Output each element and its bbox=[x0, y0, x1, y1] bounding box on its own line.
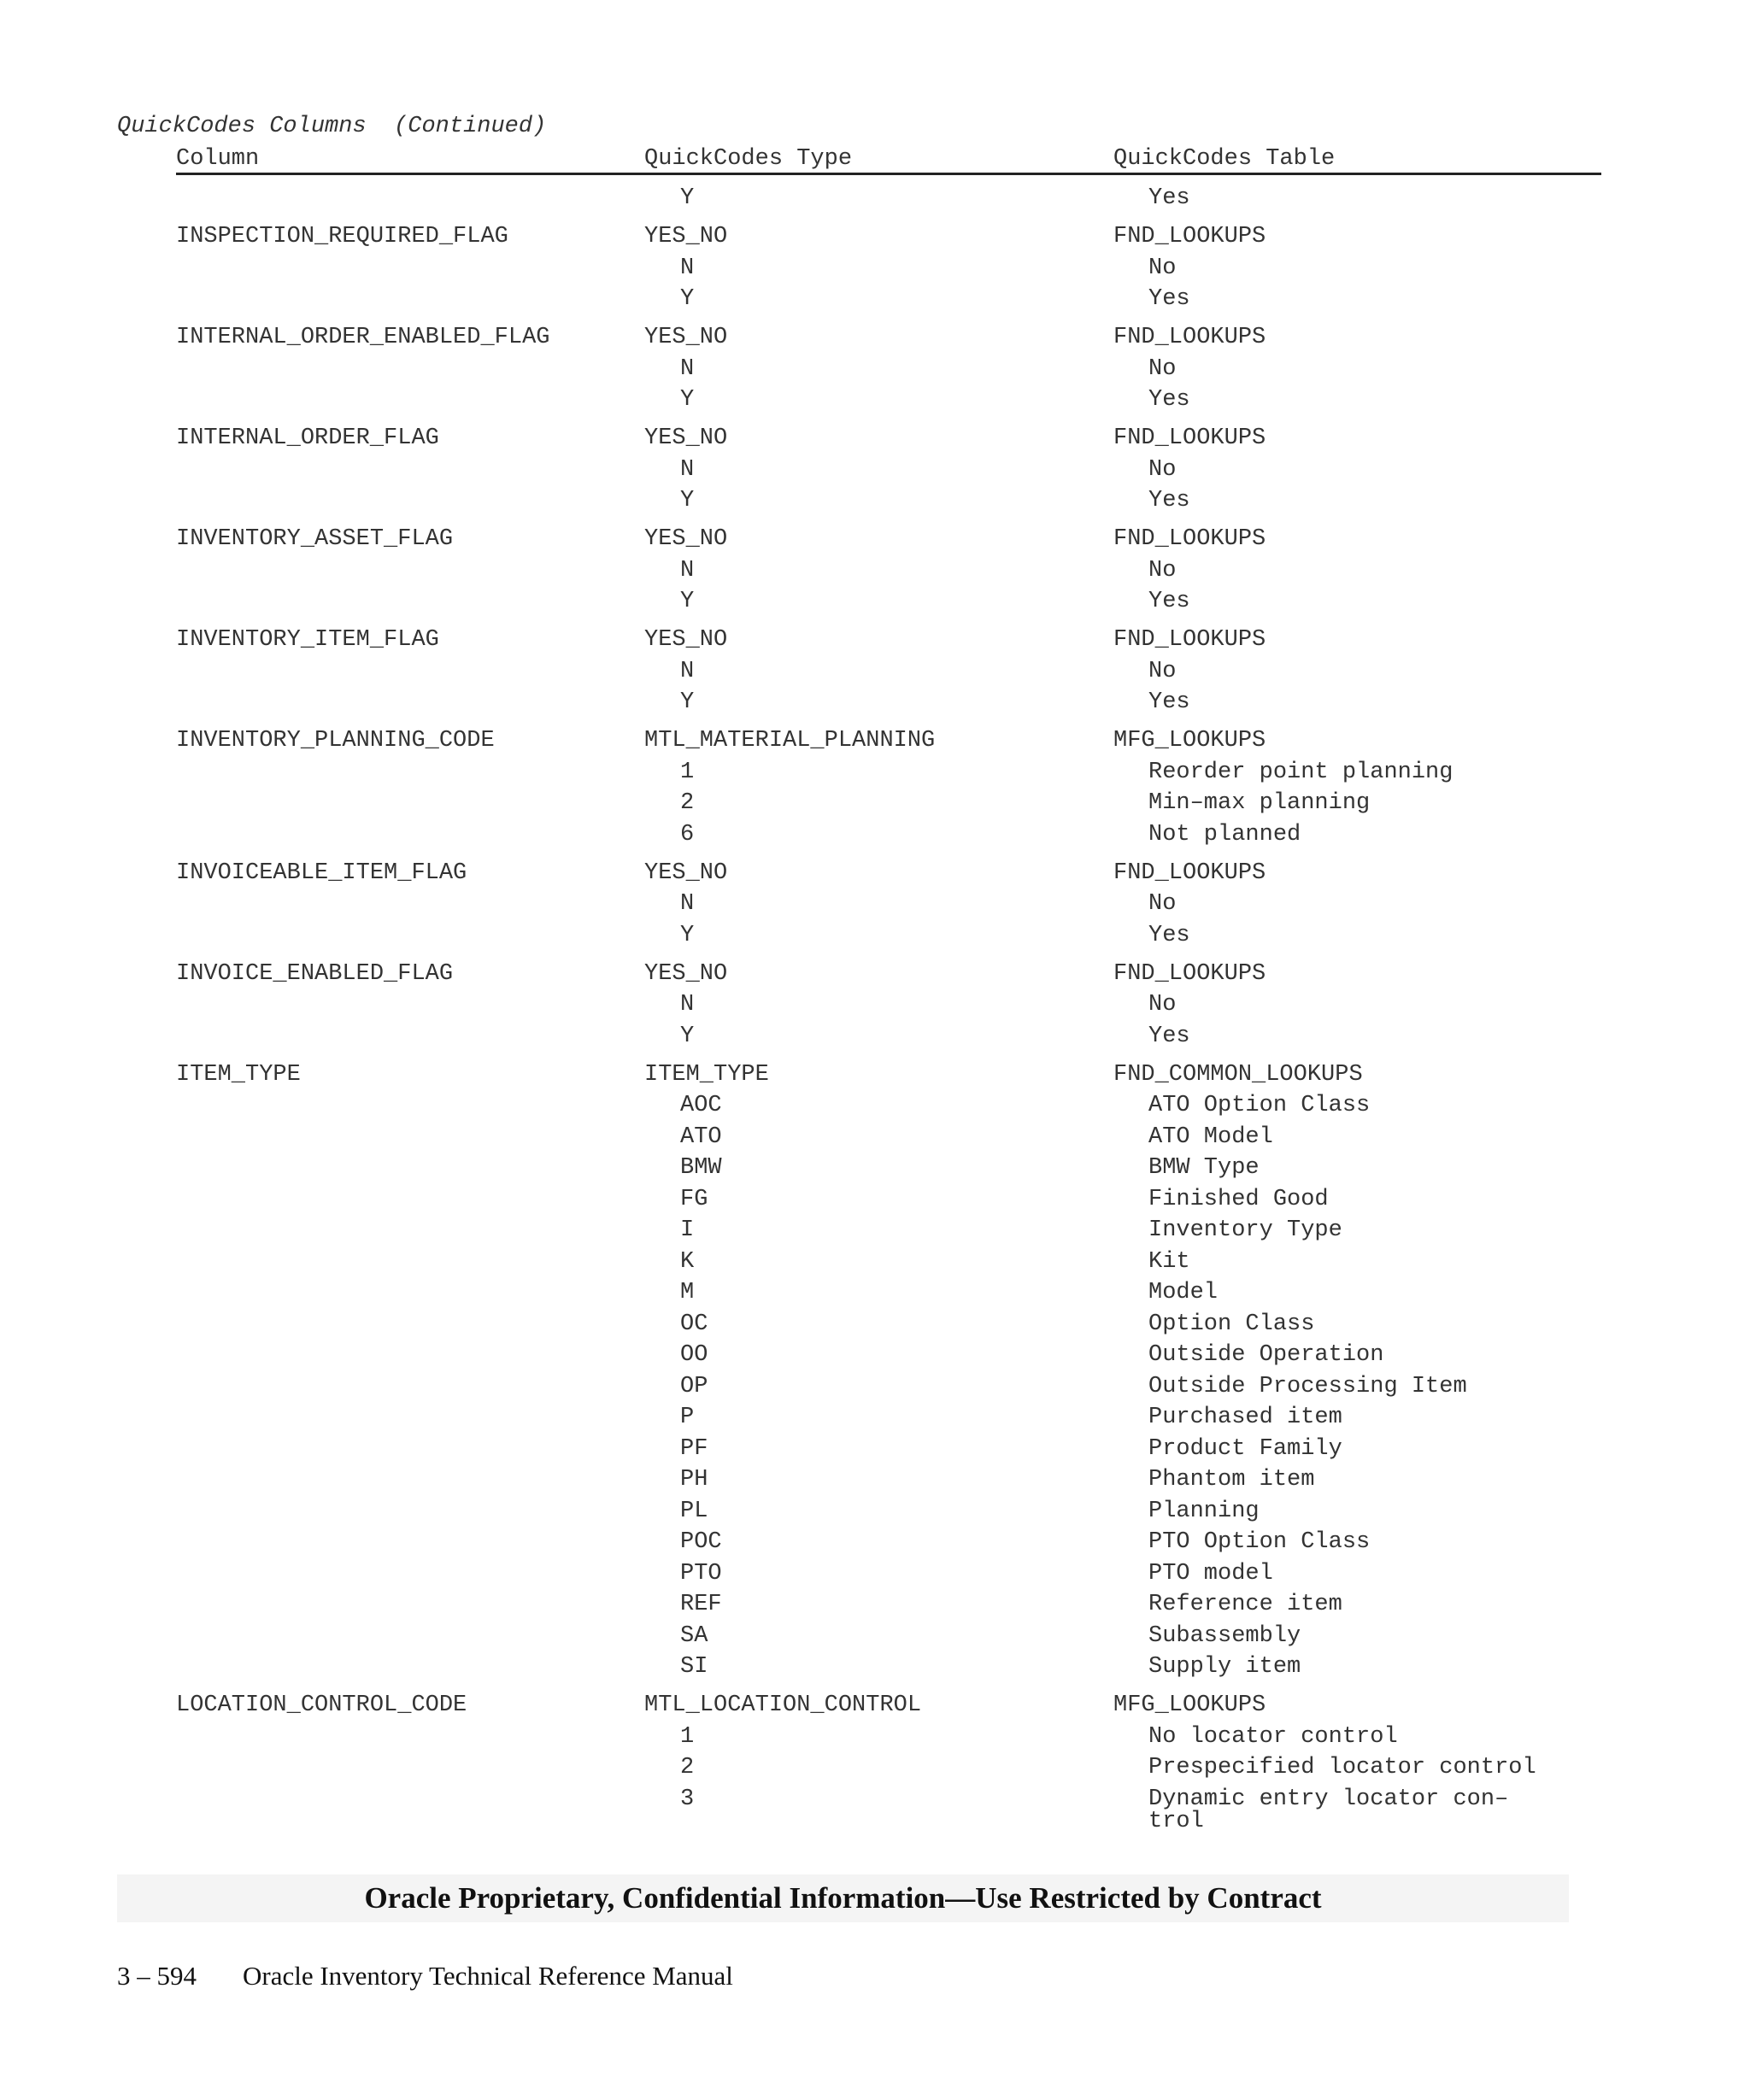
column-name: INVENTORY_PLANNING_CODE bbox=[176, 728, 495, 754]
quickcodes-type: MTL_LOCATION_CONTROL bbox=[644, 1692, 922, 1718]
lookup-meaning: Planning bbox=[1148, 1498, 1260, 1524]
manual-title: Oracle Inventory Technical Reference Manual bbox=[243, 1961, 733, 1991]
lookup-value-row bbox=[176, 1309, 1601, 1340]
lookup-value-row bbox=[176, 253, 1601, 284]
quickcodes-type: ITEM_TYPE bbox=[644, 1061, 769, 1088]
lookup-meaning: Prespecified locator control bbox=[1148, 1755, 1536, 1780]
lookup-meaning: Outside Processing Item bbox=[1148, 1373, 1467, 1399]
lookup-value-row bbox=[176, 1021, 1601, 1053]
lookup-value-row bbox=[176, 1464, 1601, 1496]
lookup-meaning: Reference item bbox=[1148, 1592, 1342, 1617]
lookup-meaning: No bbox=[1148, 255, 1177, 281]
column-group bbox=[176, 1690, 1601, 1834]
lookup-meaning: No bbox=[1148, 658, 1177, 684]
lookup-code: 3 bbox=[680, 1786, 695, 1812]
column-group bbox=[176, 221, 1601, 315]
lookup-value-row bbox=[176, 920, 1601, 952]
quickcodes-table: FND_COMMON_LOOKUPS bbox=[1113, 1061, 1363, 1088]
lookup-code: N bbox=[680, 557, 695, 584]
lookup-meaning: Yes bbox=[1148, 185, 1190, 211]
quickcodes-type: YES_NO bbox=[644, 859, 728, 886]
lookup-value-row bbox=[176, 788, 1601, 819]
confidential-banner bbox=[117, 1874, 1569, 1922]
column-group bbox=[176, 725, 1601, 850]
lookup-code: SA bbox=[680, 1622, 708, 1649]
quickcodes-type: MTL_MATERIAL_PLANNING bbox=[644, 728, 936, 754]
lookup-code: 1 bbox=[680, 759, 695, 785]
lookup-code: P bbox=[680, 1405, 695, 1430]
lookup-meaning: Product Family bbox=[1148, 1435, 1342, 1462]
table-body bbox=[176, 183, 1601, 1835]
quickcodes-table: FND_LOOKUPS bbox=[1113, 627, 1266, 653]
table-row bbox=[176, 423, 1601, 455]
lookup-meaning: ATO Option Class bbox=[1148, 1093, 1371, 1118]
header-quickcodes-type: QuickCodes Type bbox=[644, 146, 853, 172]
lookup-meaning: PTO model bbox=[1148, 1560, 1273, 1587]
column-name: INSPECTION_REQUIRED_FLAG bbox=[176, 224, 508, 249]
table-row bbox=[176, 959, 1601, 990]
column-group bbox=[176, 625, 1601, 719]
table-caption: QuickCodes Columns (Continued) bbox=[117, 114, 547, 139]
lookup-meaning: Subassembly bbox=[1148, 1622, 1301, 1649]
lookup-code: K bbox=[680, 1248, 695, 1275]
lookup-code: REF bbox=[680, 1592, 722, 1617]
lookup-value-row bbox=[176, 1184, 1601, 1216]
lookup-code: N bbox=[680, 658, 695, 684]
page-footer bbox=[117, 1961, 733, 1991]
lookup-code: Y bbox=[680, 286, 695, 312]
lookup-code: PH bbox=[680, 1467, 708, 1493]
lookup-value-row bbox=[176, 1722, 1601, 1753]
lookup-code: Y bbox=[680, 689, 695, 715]
lookup-code: 2 bbox=[680, 1755, 695, 1780]
lookup-code: OC bbox=[680, 1311, 708, 1337]
lookup-code: AOC bbox=[680, 1093, 722, 1118]
lookup-code: OP bbox=[680, 1373, 708, 1399]
lookup-code: PL bbox=[680, 1498, 708, 1524]
table-row bbox=[176, 858, 1601, 889]
lookup-code: SI bbox=[680, 1654, 708, 1680]
lookup-value-row bbox=[176, 1651, 1601, 1683]
lookup-value-row bbox=[176, 1247, 1601, 1278]
lookup-meaning: Kit bbox=[1148, 1248, 1190, 1275]
column-group bbox=[176, 322, 1601, 416]
column-group bbox=[176, 1059, 1601, 1683]
lookup-meaning: No bbox=[1148, 355, 1177, 382]
lookup-code: FG bbox=[680, 1186, 708, 1212]
quickcodes-table: FND_LOOKUPS bbox=[1113, 526, 1266, 552]
banner-text: Oracle Proprietary, Confidential Information––Use Restricted by Contract bbox=[364, 1881, 1322, 1915]
column-name: LOCATION_CONTROL_CODE bbox=[176, 1692, 467, 1718]
lookup-code: OO bbox=[680, 1342, 708, 1368]
lookup-meaning: Yes bbox=[1148, 922, 1190, 948]
column-group bbox=[176, 858, 1601, 952]
lookup-value-row bbox=[176, 889, 1601, 920]
lookup-value-row bbox=[176, 656, 1601, 688]
table-header bbox=[176, 144, 1601, 175]
lookup-value-row bbox=[176, 1277, 1601, 1309]
lookup-code: N bbox=[680, 891, 695, 917]
lookup-code: N bbox=[680, 255, 695, 281]
lookup-value-row bbox=[176, 1371, 1601, 1403]
lookup-code: Y bbox=[680, 488, 695, 513]
lookup-meaning: Option Class bbox=[1148, 1311, 1315, 1337]
lookup-meaning: No bbox=[1148, 557, 1177, 584]
quickcodes-type: YES_NO bbox=[644, 627, 728, 653]
lookup-value-row bbox=[176, 1589, 1601, 1621]
table-row bbox=[176, 1690, 1601, 1722]
lookup-meaning: Dynamic entry locator con– trol bbox=[1148, 1786, 1509, 1834]
lookup-code: Y bbox=[680, 387, 695, 413]
lookup-meaning: Yes bbox=[1148, 286, 1190, 312]
lookup-value-row bbox=[176, 757, 1601, 789]
lookup-value-row bbox=[176, 1215, 1601, 1247]
column-name: ITEM_TYPE bbox=[176, 1061, 301, 1088]
quickcodes-table: FND_LOOKUPS bbox=[1113, 960, 1266, 987]
lookup-value-row bbox=[176, 384, 1601, 416]
table-row bbox=[176, 1059, 1601, 1091]
quickcodes-type: YES_NO bbox=[644, 224, 728, 249]
quickcodes-type: YES_NO bbox=[644, 425, 728, 451]
lookup-meaning: Finished Good bbox=[1148, 1186, 1329, 1212]
lookup-value-row bbox=[176, 455, 1601, 486]
lookup-meaning: Yes bbox=[1148, 689, 1190, 715]
table-row bbox=[176, 322, 1601, 354]
lookup-meaning: Yes bbox=[1148, 387, 1190, 413]
column-name: INTERNAL_ORDER_FLAG bbox=[176, 425, 439, 451]
lookup-value-row bbox=[176, 1558, 1601, 1590]
lookup-code: N bbox=[680, 992, 695, 1018]
quickcodes-type: YES_NO bbox=[644, 526, 728, 552]
lookup-value-row bbox=[176, 1090, 1601, 1122]
table-row bbox=[176, 725, 1601, 757]
lookup-meaning: BMW Type bbox=[1148, 1155, 1260, 1181]
lookup-meaning: Outside Operation bbox=[1148, 1342, 1384, 1368]
column-name: INVENTORY_ASSET_FLAG bbox=[176, 526, 454, 552]
lookup-meaning: Yes bbox=[1148, 589, 1190, 614]
lookup-value-row bbox=[176, 183, 1601, 214]
quickcodes-table: FND_LOOKUPS bbox=[1113, 425, 1266, 451]
lookup-code: 1 bbox=[680, 1723, 695, 1750]
lookup-code: N bbox=[680, 456, 695, 483]
lookup-code: M bbox=[680, 1280, 695, 1305]
lookup-value-row bbox=[176, 485, 1601, 517]
lookup-meaning: Min–max planning bbox=[1148, 790, 1371, 816]
quickcodes-table: MFG_LOOKUPS bbox=[1113, 728, 1266, 754]
quickcodes-table: FND_LOOKUPS bbox=[1113, 859, 1266, 886]
lookup-value-row bbox=[176, 1752, 1601, 1784]
column-name: INVOICEABLE_ITEM_FLAG bbox=[176, 859, 467, 886]
lookup-meaning: No locator control bbox=[1148, 1723, 1398, 1750]
lookup-meaning: Model bbox=[1148, 1280, 1219, 1305]
quickcodes-table: FND_LOOKUPS bbox=[1113, 325, 1266, 350]
page-number: 3 – 594 bbox=[117, 1961, 197, 1991]
lookup-code: POC bbox=[680, 1529, 722, 1555]
lookup-meaning: Not planned bbox=[1148, 821, 1301, 848]
lookup-code: 2 bbox=[680, 790, 695, 816]
lookup-meaning: Phantom item bbox=[1148, 1467, 1315, 1493]
lookup-value-row bbox=[176, 1340, 1601, 1371]
lookup-meaning: Yes bbox=[1148, 488, 1190, 513]
column-group bbox=[176, 959, 1601, 1053]
lookup-code: I bbox=[680, 1217, 695, 1243]
lookup-code: ATO bbox=[680, 1123, 722, 1150]
lookup-meaning: No bbox=[1148, 891, 1177, 917]
column-group bbox=[176, 183, 1601, 214]
lookup-code: Y bbox=[680, 589, 695, 614]
lookup-meaning: No bbox=[1148, 992, 1177, 1018]
header-column: Column bbox=[176, 146, 260, 172]
quickcodes-type: YES_NO bbox=[644, 325, 728, 350]
lookup-code: N bbox=[680, 355, 695, 382]
column-name: INVENTORY_ITEM_FLAG bbox=[176, 627, 439, 653]
lookup-value-row bbox=[176, 586, 1601, 618]
lookup-value-row bbox=[176, 989, 1601, 1021]
lookup-value-row bbox=[176, 687, 1601, 719]
lookup-meaning: Yes bbox=[1148, 1023, 1190, 1049]
header-quickcodes-table: QuickCodes Table bbox=[1113, 146, 1336, 172]
lookup-value-row bbox=[176, 1434, 1601, 1465]
column-name: INTERNAL_ORDER_ENABLED_FLAG bbox=[176, 325, 550, 350]
lookup-code: 6 bbox=[680, 821, 695, 848]
lookup-meaning: ATO Model bbox=[1148, 1123, 1273, 1150]
table-row bbox=[176, 524, 1601, 555]
table-row bbox=[176, 625, 1601, 656]
lookup-meaning: Inventory Type bbox=[1148, 1217, 1342, 1243]
lookup-meaning: PTO Option Class bbox=[1148, 1529, 1371, 1555]
lookup-value-row bbox=[176, 819, 1601, 851]
lookup-code: BMW bbox=[680, 1155, 722, 1181]
quickcodes-table: MFG_LOOKUPS bbox=[1113, 1692, 1266, 1718]
lookup-code: Y bbox=[680, 922, 695, 948]
lookup-value-row bbox=[176, 1527, 1601, 1558]
lookup-code: Y bbox=[680, 185, 695, 211]
lookup-value-row bbox=[176, 1784, 1601, 1834]
quickcodes-table: FND_LOOKUPS bbox=[1113, 224, 1266, 249]
quickcodes-type: YES_NO bbox=[644, 960, 728, 987]
lookup-value-row bbox=[176, 1122, 1601, 1153]
lookup-value-row bbox=[176, 1402, 1601, 1434]
lookup-meaning: Purchased item bbox=[1148, 1405, 1342, 1430]
column-group bbox=[176, 423, 1601, 517]
lookup-code: PF bbox=[680, 1435, 708, 1462]
lookup-value-row bbox=[176, 1153, 1601, 1184]
lookup-meaning: No bbox=[1148, 456, 1177, 483]
lookup-code: PTO bbox=[680, 1560, 722, 1587]
lookup-value-row bbox=[176, 354, 1601, 385]
column-name: INVOICE_ENABLED_FLAG bbox=[176, 960, 454, 987]
lookup-value-row bbox=[176, 1621, 1601, 1652]
lookup-meaning: Reorder point planning bbox=[1148, 759, 1453, 785]
column-group bbox=[176, 524, 1601, 618]
lookup-code: Y bbox=[680, 1023, 695, 1049]
lookup-value-row bbox=[176, 284, 1601, 315]
lookup-meaning: Supply item bbox=[1148, 1654, 1301, 1680]
table-row bbox=[176, 221, 1601, 253]
lookup-value-row bbox=[176, 1496, 1601, 1528]
lookup-value-row bbox=[176, 555, 1601, 587]
